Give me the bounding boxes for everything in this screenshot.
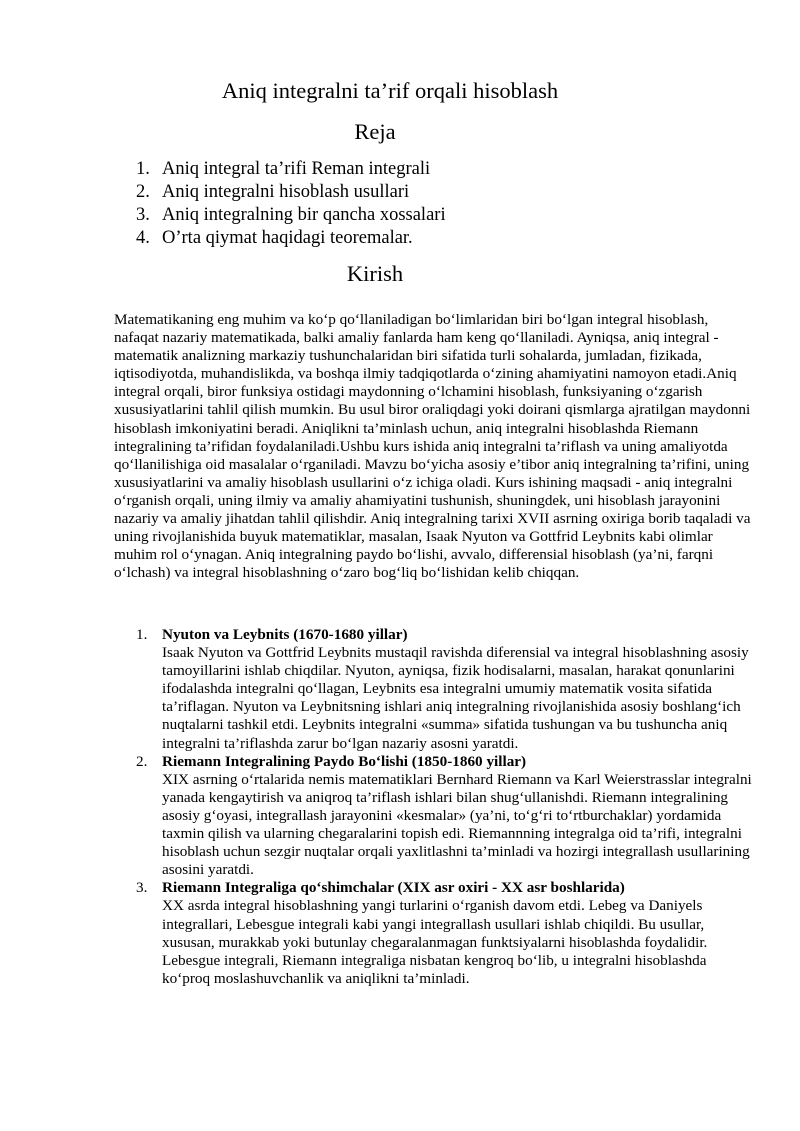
plan-item bbox=[136, 181, 446, 204]
history-item-text: XX asrda integral hisoblashning yangi turlarini o‘rganish davom etdi. Lebeg va Daniyels integrallari, Lebesgue integrali kabi yangi integrallash usullari ishlab chiqildi. Bu usullar, xususan, murakkab yoki butunlay chegaralanmagan funktsiyalarni hisoblashda foydalidir. Lebesgue integrali, Riemann integraliga nisbatan kengroq bo‘lib, u integralni hisoblashda ko‘proq moslashuvchanlik va aniqlikni ta’minladi. bbox=[162, 897, 708, 987]
plan-heading: Reja bbox=[354, 119, 396, 144]
history-item-number: 2. bbox=[136, 752, 148, 770]
plan-list bbox=[136, 158, 446, 250]
intro-heading: Kirish bbox=[346, 261, 404, 286]
plan-item bbox=[136, 158, 446, 181]
history-item-title: Riemann Integralining Paydo Bo‘lishi (1850-1860 yillar) bbox=[162, 752, 527, 770]
history-item-text: Isaak Nyuton va Gottfrid Leybnits mustaqil ravishda diferensial va integral hisoblashning asosiy tamoyillarini ishlab chiqdilar. Nyuton, ayniqsa, fizik hodisalarni, masalan, harakat qonunlarini ifodalashda integralni qo‘llagan, Leybnits esa integralni umumiy matematik vosita sifatida ta’riflagan. Nyuton va Leybnitsning ishlari aniq integralning rivojlanishida asosiy boshlang‘ich nuqtalarni tashkil etdi. Leybnits integralni «summa» sifatida tushungan va bu tushuncha aniq integralni ta’riflashda zarur bo‘lgan nazariy asosni yaratdi. bbox=[162, 644, 749, 752]
history-item-text: XIX asrning o‘rtalarida nemis matematiklari Bernhard Riemann va Karl Weierstrasslar integralni yanada kengaytirish va aniqroq ta’riflash ishlari bilan shug‘ullanishdi. Riemann integralining asosiy g‘oyasi, integrallash jarayonini «kesmalar» (ya’ni, to‘g‘ri to‘rtburchaklar) yordamida taxmin qilish va ularning chegaralarini topish edi. Riemannning integralga oid ta’rifi, integralni hisoblash uchun sezgir nuqtalar orqali yaxlitlashni ta’minladi va hozirgi integrallash usullarining asosini yaratdi. bbox=[162, 770, 752, 879]
plan-item-number: 1. bbox=[136, 159, 150, 179]
history-item bbox=[136, 626, 754, 753]
plan-item bbox=[136, 204, 446, 227]
plan-item-text: O’rta qiymat haqidagi teoremalar. bbox=[162, 228, 413, 248]
intro-paragraph: Matematikaning eng muhim va ko‘p qo‘llaniladigan bo‘limlaridan biri bo‘lgan integral hisoblash, nafaqat nazariy matematikada, balki amaliy fanlarda ham keng qo‘llaniladi. Ayniqsa, aniq integral - matematik analizning markaziy tushunchalaridan biri sifatida turli sohalarda, jumladan, fizikada, iqtisodiyotda, muhandislikda, va boshqa ilmiy tadqiqotlarda o‘zining ahamiyatini namoyon etadi.Aniq integral orqali, biror funksiya ostidagi maydonning o‘lchamini hisoblash, funksiyaning o‘zgarish xususiyatlarini tahlil qilish mumkin. Bu usul biror oraliqdagi yoki doirani qismlarga ajratilgan maydonni hisoblash imkoniyatini beradi. Aniqlikni ta’minlash uchun, aniq integralni hisoblashda Riemann integralining ta’rifidan foydalaniladi.Ushbu kurs ishida aniq integralni ta’riflash va uning amaliyotda qo‘llanilishiga oid masalalar o‘rganiladi. Mavzu bo‘yicha asosiy e’tibor aniq integralning ta’rifini, uning xususiyatlarini va amaliy hisoblash usullarini o‘z ichiga oladi. Kurs ishining maqsadi - aniq integralni o‘rganish orqali, uning ilmiy va amaliy ahamiyatini tushunish, shuningdek, uni hisoblash jarayonini nazariy va amaliy jihatdan tahlil qilishdir. Aniq integralning tarixi XVII asrning oxiriga borib taqaladi va uning rivojlanishida buyuk matematiklar, masalan, Isaak Nyuton va Gottfrid Leybnits kabi olimlar muhim rol o‘ynagan. Aniq integralning paydo bo‘lishi, avvalo, differensial hisoblash (ya’ni, farqni o‘lchash) va integral hisoblashning o‘zaro bog‘liq bo‘lishidan kelib chiqqan. bbox=[114, 311, 751, 582]
history-list bbox=[136, 626, 754, 988]
plan-item-number: 2. bbox=[136, 182, 150, 202]
plan-item-text: Aniq integral ta’rifi Reman integrali bbox=[162, 159, 431, 179]
history-item-title: Nyuton va Leybnits (1670-1680 yillar) bbox=[162, 626, 408, 643]
document-title: Aniq integralni ta’rif orqali hisoblash bbox=[221, 78, 559, 103]
plan-item-number: 4. bbox=[136, 228, 150, 248]
history-item-number: 3. bbox=[136, 879, 148, 897]
history-item-title: Riemann Integraliga qo‘shimchalar (XIX asr oxiri - XX asr boshlarida) bbox=[162, 879, 625, 897]
history-item bbox=[136, 879, 754, 988]
plan-item-text: Aniq integralning bir qancha xossalari bbox=[162, 205, 446, 225]
plan-item bbox=[136, 227, 446, 250]
history-item bbox=[136, 753, 754, 880]
plan-item-number: 3. bbox=[136, 205, 150, 225]
history-item-number: 1. bbox=[136, 626, 148, 643]
plan-item-text: Aniq integralni hisoblash usullari bbox=[162, 182, 410, 202]
